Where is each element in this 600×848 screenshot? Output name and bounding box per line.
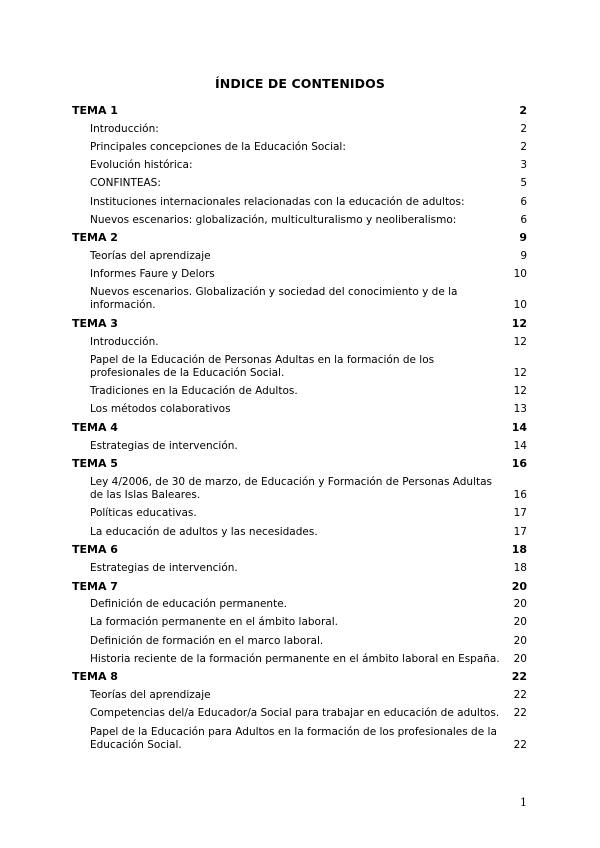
entry-label: Competencias del/a Educador/a Social para trabajar en educación de adultos.: [90, 707, 500, 720]
toc-entry[interactable]: [72, 632, 528, 650]
toc-section-heading[interactable]: [72, 578, 528, 596]
entry-label: Estrategias de intervención.: [90, 439, 238, 452]
section-page-number: 12: [511, 317, 527, 331]
entry-page-number: 9: [520, 250, 527, 263]
entry-page-number: 2: [520, 140, 527, 153]
entry-label: Informes Faure y Delors: [90, 268, 215, 281]
entry-label: Nuevos escenarios. Globalización y sociedad del conocimiento y de la información.: [90, 286, 458, 312]
section-page-number: 18: [511, 543, 527, 557]
entry-label: CONFINTEAS:: [90, 177, 161, 190]
section-page-number: 9: [519, 231, 527, 245]
entry-label: Historia reciente de la formación permanente en el ámbito laboral en España.: [90, 652, 500, 665]
section-label: TEMA 7: [72, 579, 118, 593]
toc-entry[interactable]: [72, 401, 528, 419]
toc-entry[interactable]: [72, 523, 528, 541]
entry-page-number: 20: [513, 634, 527, 647]
section-label: TEMA 5: [72, 457, 118, 471]
entry-label: Estrategias de intervención.: [90, 561, 238, 574]
section-label: TEMA 4: [72, 421, 118, 434]
entry-page-number: 13: [513, 403, 527, 416]
entry-page-number: 20: [513, 598, 527, 611]
toc-entry[interactable]: [72, 175, 528, 193]
entry-page-number: 14: [513, 439, 527, 452]
section-page-number: 14: [511, 421, 527, 434]
entry-page-number: 5: [520, 177, 527, 190]
entry-page-number: 6: [520, 195, 527, 208]
toc-entry[interactable]: [72, 614, 528, 632]
entry-label: Introducción:: [90, 122, 159, 135]
toc-section-heading[interactable]: [72, 541, 528, 559]
toc-entry[interactable]: [72, 157, 528, 175]
entry-page-number: 22: [513, 738, 527, 751]
entry-label: La formación permanente en el ámbito laboral.: [90, 616, 338, 629]
toc-entry[interactable]: [72, 193, 528, 211]
toc-entry[interactable]: [72, 138, 528, 156]
toc-entry[interactable]: [72, 687, 528, 705]
entry-page-number: 10: [513, 268, 527, 281]
entry-label: Definición de educación permanente.: [90, 598, 287, 611]
toc-section-heading[interactable]: [72, 229, 528, 247]
section-label: TEMA 1: [72, 104, 118, 117]
toc-section-heading[interactable]: [72, 419, 528, 437]
toc-entry[interactable]: [72, 383, 528, 401]
entry-page-number: 12: [513, 335, 527, 348]
entry-label: Teorías del aprendizaje: [90, 250, 211, 263]
section-page-number: 22: [511, 670, 527, 684]
entry-label: Nuevos escenarios: globalización, multiculturalismo y neoliberalismo:: [90, 213, 457, 226]
toc-entry[interactable]: [72, 596, 528, 614]
toc-section-heading[interactable]: [72, 668, 528, 686]
entry-page-number: 10: [513, 299, 527, 312]
entry-label: La educación de adultos y las necesidades.: [90, 525, 318, 538]
section-page-number: 16: [511, 457, 527, 471]
entry-page-number: 6: [520, 213, 527, 226]
entry-page-number: 20: [513, 616, 527, 629]
toc-entry[interactable]: [72, 650, 528, 668]
toc-entry[interactable]: [72, 723, 528, 754]
section-label: TEMA 6: [72, 543, 118, 557]
table-of-contents: [72, 102, 528, 754]
entry-label: Los métodos colaborativos: [90, 403, 231, 416]
toc-entry[interactable]: [72, 437, 528, 455]
entry-label: Evolución histórica:: [90, 159, 193, 172]
entry-label: Políticas educativas.: [90, 507, 197, 520]
toc-entry[interactable]: [72, 705, 528, 723]
toc-entry[interactable]: [72, 266, 528, 284]
section-label: TEMA 3: [72, 317, 118, 331]
entry-page-number: 18: [513, 561, 527, 574]
page-number: 1: [520, 796, 527, 809]
toc-section-heading[interactable]: [72, 102, 528, 120]
entry-label: Tradiciones en la Educación de Adultos.: [90, 385, 298, 398]
page-title: ÍNDICE DE CONTENIDOS: [215, 76, 385, 91]
section-label: TEMA 2: [72, 231, 118, 245]
entry-label: Principales concepciones de la Educación Social:: [90, 140, 346, 153]
entry-label: Introducción.: [90, 335, 159, 348]
toc-entry[interactable]: [72, 284, 528, 315]
entry-page-number: 12: [513, 367, 527, 380]
toc-section-heading[interactable]: [72, 455, 528, 473]
entry-label: Ley 4/2006, de 30 de marzo, de Educación y Formación de Personas Adultas de las Islas Baleares.: [90, 476, 493, 502]
entry-page-number: 3: [520, 159, 527, 172]
toc-entry[interactable]: [72, 474, 528, 505]
entry-label: Papel de la Educación de Personas Adultas en la formación de los profesionales de la Educación Social.: [90, 354, 435, 380]
entry-label: Teorías del aprendizaje: [90, 689, 211, 702]
entry-label: Instituciones internacionales relacionadas con la educación de adultos:: [90, 195, 465, 208]
toc-entry[interactable]: [72, 248, 528, 266]
entry-page-number: 22: [513, 689, 527, 702]
entry-page-number: 2: [520, 122, 527, 135]
toc-entry[interactable]: [72, 505, 528, 523]
entry-label: Definición de formación en el marco laboral.: [90, 634, 324, 647]
section-label: TEMA 8: [72, 670, 118, 684]
toc-entry[interactable]: [72, 351, 528, 382]
toc-entry[interactable]: [72, 559, 528, 577]
section-page-number: 20: [511, 579, 527, 593]
toc-entry[interactable]: [72, 120, 528, 138]
section-page-number: 2: [519, 104, 527, 117]
toc-entry[interactable]: [72, 211, 528, 229]
entry-page-number: 20: [513, 652, 527, 665]
entry-page-number: 22: [513, 707, 527, 720]
entry-page-number: 16: [513, 489, 527, 502]
entry-page-number: 17: [513, 507, 527, 520]
entry-page-number: 12: [513, 385, 527, 398]
toc-section-heading[interactable]: [72, 315, 528, 333]
entry-page-number: 17: [513, 525, 527, 538]
entry-label: Papel de la Educación para Adultos en la formación de los profesionales de la Educación Social.: [90, 725, 497, 751]
toc-entry[interactable]: [72, 333, 528, 351]
